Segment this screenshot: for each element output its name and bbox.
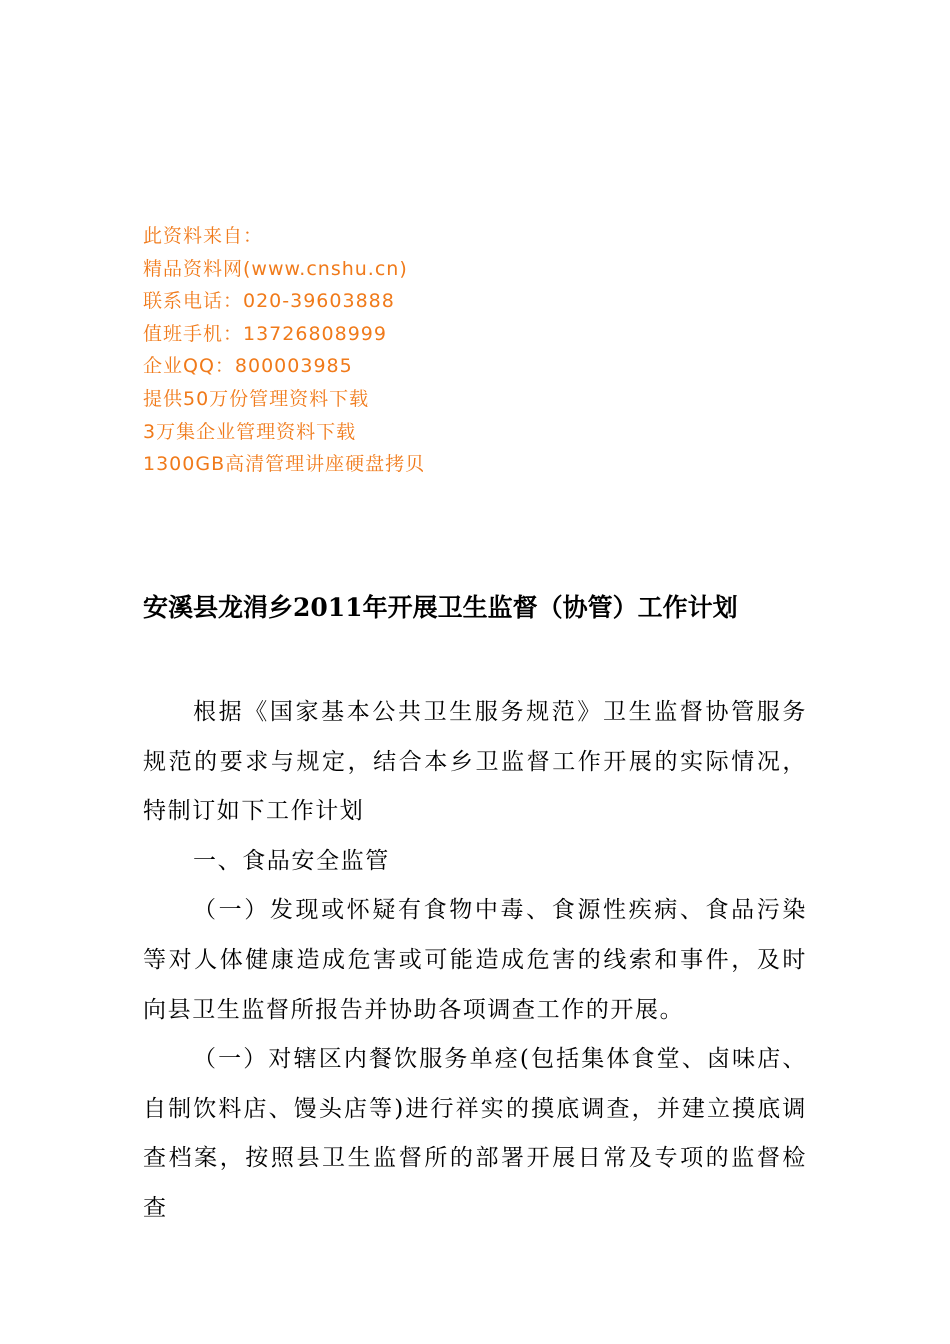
source-phone-line: 联系电话：020-39603888 xyxy=(143,290,395,313)
section-heading: 一、食品安全监管 xyxy=(193,847,390,874)
document-title: 安溪县龙涓乡2011年开展卫生监督（协管）工作计划 xyxy=(143,593,738,622)
source-website-line: 精品资料网(www.cnshu.cn) xyxy=(143,257,408,280)
source-mobile-line: 值班手机：13726808999 xyxy=(143,322,387,345)
source-qq-line: 企业QQ：800003985 xyxy=(143,355,353,378)
body-paragraph: （一）对辖区内餐饮服务单痉(包括集体食堂、卤味店、自制饮料店、馒头店等)进行祥实的摸底调查，并建立摸底调查档案，按照县卫生监督所的部署开展日常及专项的监督检查 xyxy=(143,1046,807,1221)
source-info-block xyxy=(143,220,643,481)
body-paragraph: （一）发现或怀疑有食物中毒、食源性疾病、食品污染等对人体健康造成危害或可能造成危害的线索和事件，及时向县卫生监督所报告并协助各项调查工作的开展。 xyxy=(143,897,807,1023)
source-line: 此资料来自： xyxy=(143,225,264,247)
source-promo-line: 提供50万份管理资料下载 xyxy=(143,387,370,410)
source-promo-line: 1300GB高清管理讲座硬盘拷贝 xyxy=(143,453,426,476)
source-promo-line: 3万集企业管理资料下载 xyxy=(143,420,357,443)
document-body xyxy=(143,688,807,1234)
body-paragraph: 根据《国家基本公共卫生服务规范》卫生监督协管服务规范的要求与规定，结合本乡卫监督工作开展的实际情况，特制订如下工作计划 xyxy=(143,699,807,825)
